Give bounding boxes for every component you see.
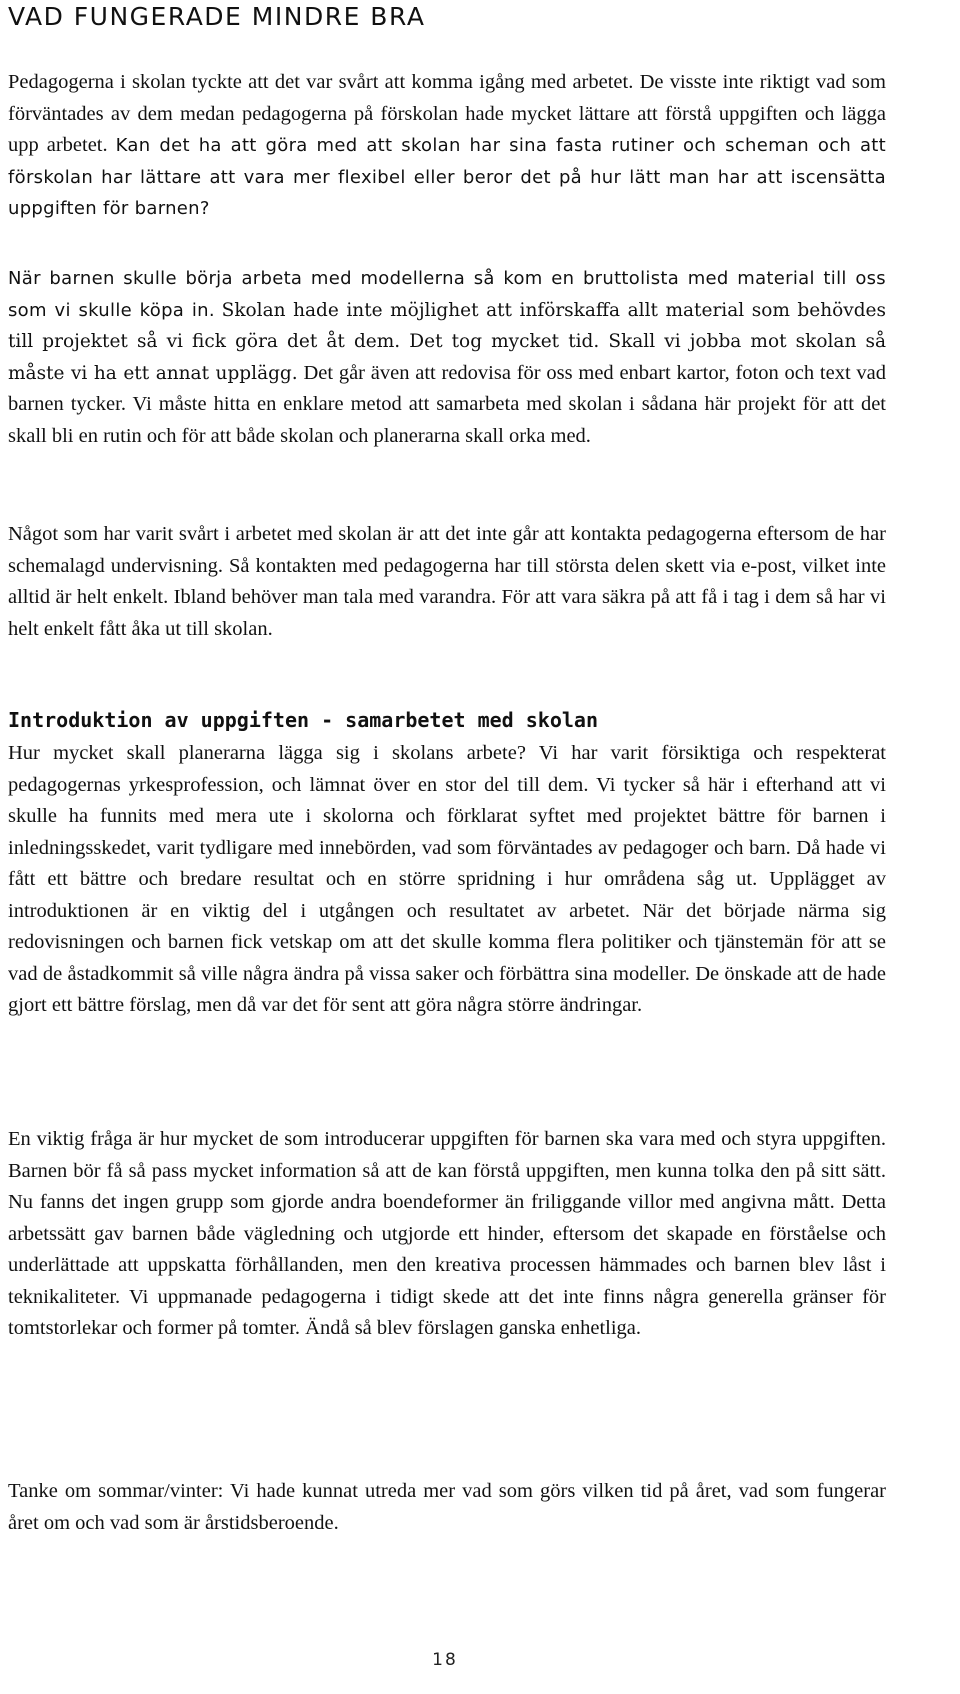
paragraph-6: Tanke om sommar/vinter: Vi hade kunnat utreda mer vad som görs vilken tid på året, vad som fungerar året om och vad som är årstidsberoende. xyxy=(8,1480,886,1534)
paragraph-2 xyxy=(8,263,886,452)
paragraph-2-part-c: Det går även att redovisa för oss med enbart kartor, foton och text vad barnen tycker. Vi måste hitta en enklare metod att samarbeta med skolan i sådana här projekt för att det skall bli en rutin och för att både skolan och planerarna skall orka med. xyxy=(8,361,887,447)
paragraph-2-part-a: När barnen skulle börja arbeta med modellerna så kom en bruttolista med material till oss som vi skulle köpa in. xyxy=(8,268,886,321)
paragraph-4: Hur mycket skall planerarna lägga sig i skolans arbete? Vi har varit försiktiga och respekterat pedagogernas yrkesprofession, och lämnat över en stor del till dem. Vi tycker så här i efterhand att vi skulle ha funnits med mera ute i skolorna och förklarat syftet med projektet bättre för barnen i inledningsskedet, varit tydligare med innebörden, vad som förväntades av pedagoger och barn. Då hade vi fått ett bättre och bredare resultat och en större spridning i hur områdena såg ut. Upplägget av introduktionen är en viktig del i utgången och resultatet av arbetet. När det började närma sig redovisningen och barnen fick vetskap om att det skulle komma flera politiker och tjänstemän för att se vad de åstadkommit så ville några ändra på vissa saker och förbättra sina modeller. De önskade att de hade gjort ett bättre förslag, men då var det för sent att göra några större ändringar. xyxy=(8,742,886,1016)
page-number: 18 xyxy=(432,1650,458,1670)
paragraph-5: En viktig fråga är hur mycket de som introducerar uppgiften för barnen ska vara med och styra uppgiften. Barnen bör få så pass mycket information så att de kan förstå uppgiften, men kunna tolka den på sitt sätt. Nu fanns det ingen grupp som gjorde andra boendeformer än friliggande villor med angivna mått. Detta arbetssätt gav barnen både vägledning och utgjorde ett hinder, eftersom det skapade en förståelse och underlättade att uppskatta förhållanden, men den kreativa processen hämmades och barnen blev låst i teknikaliteter. Vi uppmanade pedagogerna i tidigt skede att det inte finns några generella gränser för tomtstorlekar och former på tomter. Ändå så blev förslagen ganska enhetliga. xyxy=(8,1128,886,1339)
paragraph-1 xyxy=(8,67,886,225)
paragraph-3: Något som har varit svårt i arbetet med skolan är att det inte går att kontakta pedagogerna eftersom de har schemalagd undervisning. Så kontakten med pedagogerna har till största delen skett via e-post, vilket inte alltid är helt enkelt. Ibland behöver man tala med varandra. För att vara säkra på att få i tag i dem så har vi helt enkelt fått åka ut till skolan. xyxy=(8,523,886,640)
page-title: VAD FUNGERADE MINDRE BRA xyxy=(8,2,426,31)
section-heading: Introduktion av uppgiften - samarbetet med skolan xyxy=(8,708,599,732)
paragraph-2-part-b: Skolan hade inte möjlighet att införskaffa allt material som behövdes till projektet så vi fick göra det åt dem. Det tog mycket tid. Skall vi jobba mot skolan så måste vi ha ett annat upplägg. xyxy=(8,299,886,384)
paragraph-1-part-b: Kan det ha att göra med att skolan har sina fasta rutiner och scheman och att förskolan har lättare att vara mer flexibel eller beror det på hur lätt man har att iscensätta uppgiften för barnen? xyxy=(8,135,887,219)
paragraph-1-part-a: Pedagogerna i skolan tyckte att det var svårt att komma igång med arbetet. De visste inte riktigt vad som förväntades av dem medan pedagogerna på förskolan hade mycket lättare att förstå uppgiften och lägga upp arbetet. xyxy=(8,71,886,156)
